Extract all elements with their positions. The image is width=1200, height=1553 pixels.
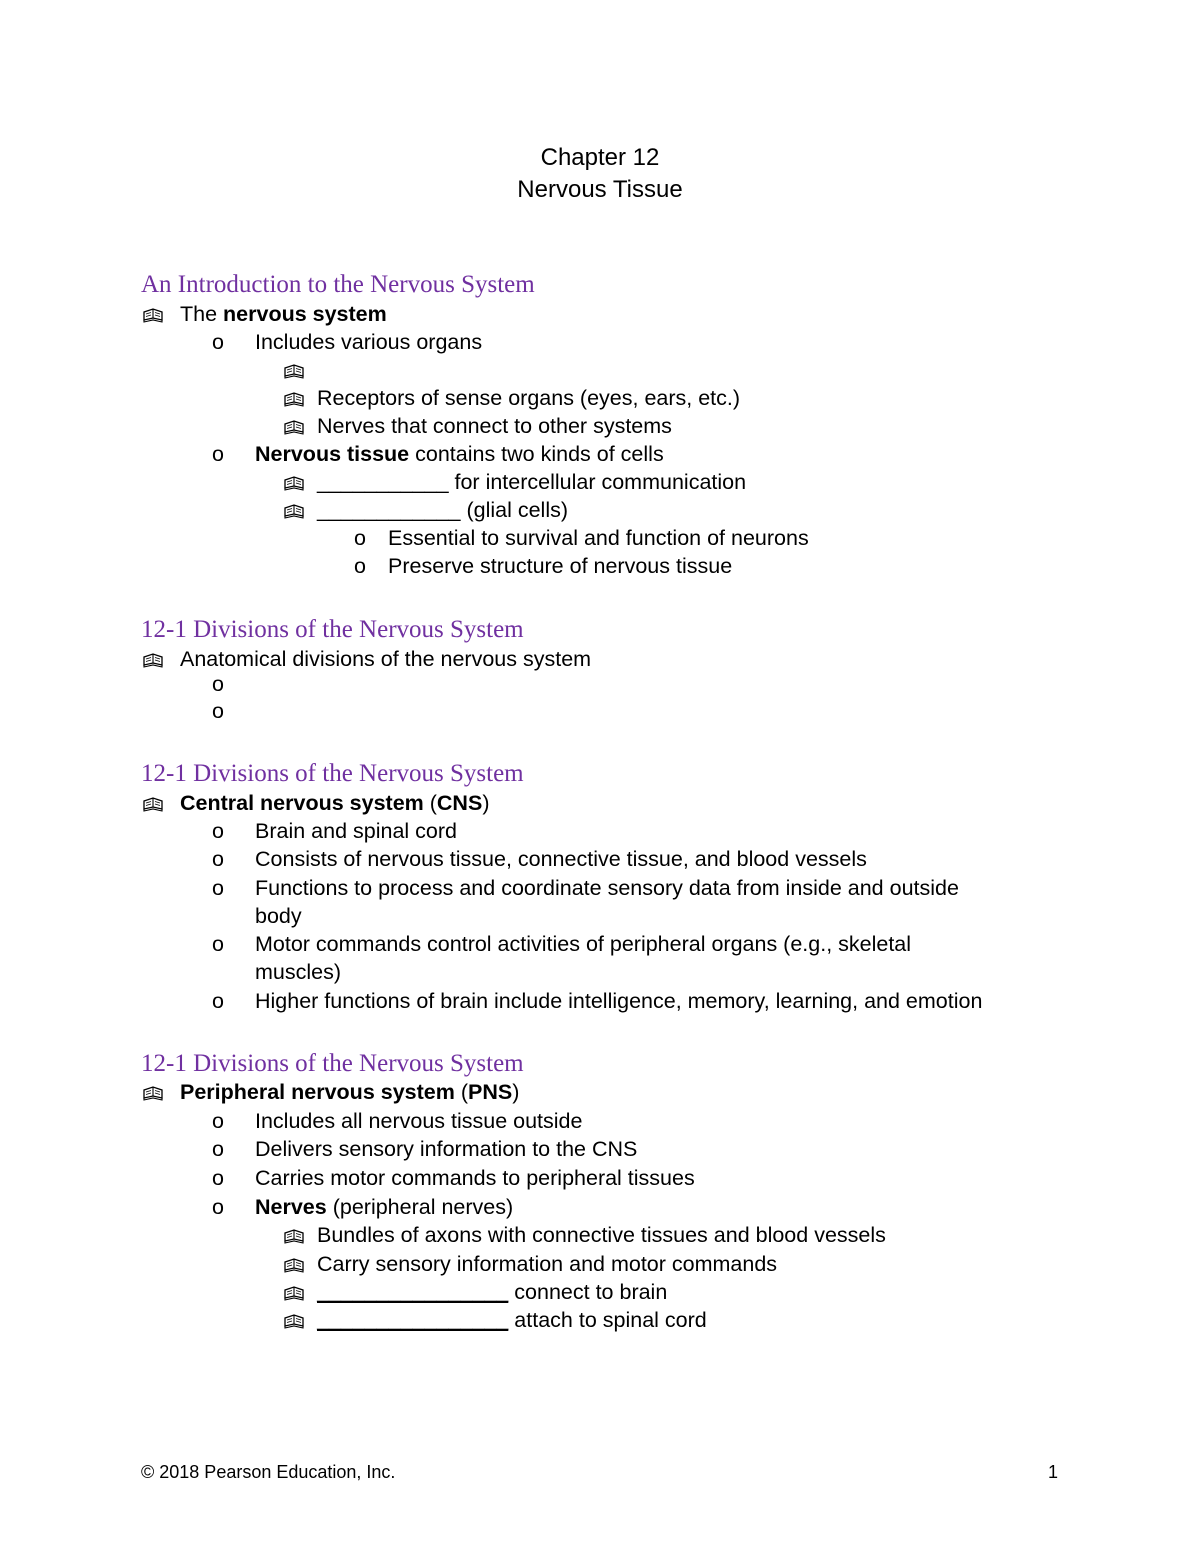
list-item: Central nervous system (CNS) [180,791,490,815]
circle-bullet: o [354,554,366,578]
section-heading: 12-1 Divisions of the Nervous System [141,760,524,787]
book-bullet-icon [143,789,163,817]
section-heading: An Introduction to the Nervous System [141,271,535,298]
circle-bullet: o [212,672,224,696]
list-item-continuation: muscles) [255,960,342,984]
list-item: Bundles of axons with connective tissues and blood vessels [317,1223,886,1247]
list-item: The nervous system [180,302,387,326]
book-bullet-icon [143,300,163,328]
list-item: Brain and spinal cord [255,819,457,843]
circle-bullet: o [212,1195,224,1219]
copyright-footer: © 2018 Pearson Education, Inc. [141,1462,396,1482]
list-item: Receptors of sense organs (eyes, ears, etc.) [317,386,741,410]
book-bullet-icon [284,1250,304,1278]
list-item: Preserve structure of nervous tissue [388,554,733,578]
list-item: Consists of nervous tissue, connective tissue, and blood vessels [255,847,867,871]
book-bullet-icon [284,356,304,384]
list-item: Functions to process and coordinate sensory data from inside and outside [255,876,959,900]
circle-bullet: o [212,1137,224,1161]
list-item: Higher functions of brain include intelligence, memory, learning, and emotion [255,989,983,1013]
list-item: ________________ connect to brain [317,1280,668,1304]
list-item: Carries motor commands to peripheral tissues [255,1166,695,1190]
book-bullet-icon [284,468,304,496]
fill-blank: ___________ [317,470,449,494]
book-bullet-icon [284,384,304,412]
book-bullet-icon [284,1306,304,1334]
list-item: ___________ for intercellular communication [317,470,747,494]
circle-bullet: o [212,442,224,466]
book-bullet-icon [143,1078,163,1106]
list-item: Motor commands control activities of peripheral organs (e.g., skeletal [255,932,912,956]
book-bullet-icon [284,1221,304,1249]
circle-bullet: o [212,932,224,956]
list-item: Includes various organs [255,330,483,354]
book-bullet-icon [284,412,304,440]
list-item: Delivers sensory information to the CNS [255,1137,638,1161]
circle-bullet: o [212,1166,224,1190]
list-item: Carry sensory information and motor commands [317,1252,778,1276]
circle-bullet: o [212,1109,224,1133]
fill-blank: ____________ [317,498,461,522]
list-item: Peripheral nervous system (PNS) [180,1080,520,1104]
list-item: Nerves that connect to other systems [317,414,672,438]
page-number: 1 [1048,1462,1059,1482]
fill-blank: ________________ [317,1308,509,1332]
list-item: Essential to survival and function of neurons [388,526,809,550]
circle-bullet: o [212,819,224,843]
circle-bullet: o [212,699,224,723]
chapter-subtitle: Nervous Tissue [517,176,683,203]
list-item: Anatomical divisions of the nervous system [180,647,592,671]
circle-bullet: o [354,526,366,550]
list-item-continuation: body [255,904,302,928]
chapter-title: Chapter 12 [540,144,660,171]
circle-bullet: o [212,876,224,900]
list-item: ____________ (glial cells) [317,498,569,522]
book-bullet-icon [284,496,304,524]
list-item: Nerves (peripheral nerves) [255,1195,514,1219]
list-item: Includes all nervous tissue outside [255,1109,583,1133]
circle-bullet: o [212,989,224,1013]
book-bullet-icon [284,1278,304,1306]
list-item: Nervous tissue contains two kinds of cells [255,442,664,466]
section-heading: 12-1 Divisions of the Nervous System [141,1050,524,1077]
circle-bullet: o [212,330,224,354]
list-item: ________________ attach to spinal cord [317,1308,707,1332]
circle-bullet: o [212,847,224,871]
section-heading: 12-1 Divisions of the Nervous System [141,616,524,643]
fill-blank: ________________ [317,1280,509,1304]
book-bullet-icon [143,645,163,673]
